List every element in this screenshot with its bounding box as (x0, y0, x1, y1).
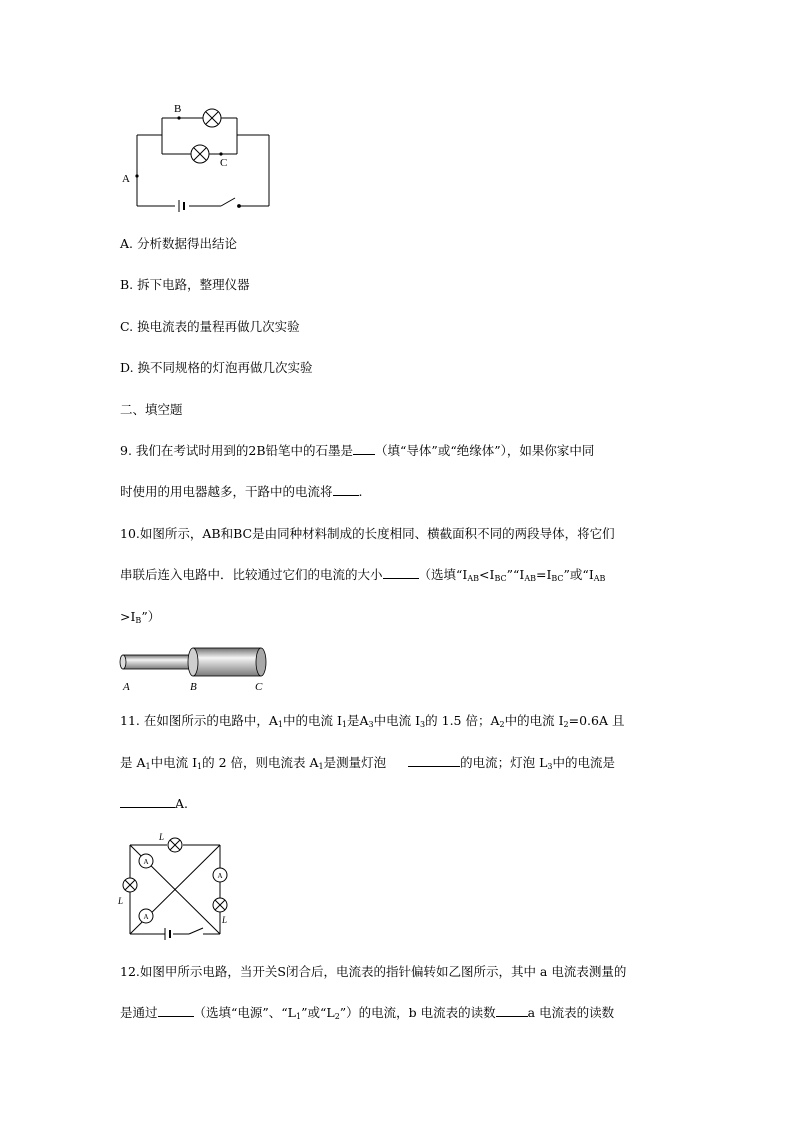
conductor-diagram (118, 645, 273, 695)
conductor-label-b: B (190, 681, 197, 693)
option-a: A. 分析数据得出结论 (120, 236, 237, 251)
q10-text-1: 串联后连入电路中．比较通过它们的电流的大小 (120, 567, 383, 582)
q9-text-1: 9. 我们在考试时用到的2B铅笔中的石墨是 (120, 443, 354, 458)
q9-line2 (120, 484, 363, 500)
parallel-circuit-diagram (117, 98, 277, 216)
point-c-label: C (220, 157, 228, 169)
q12-line2: 是通过 （选填“电源”、“$L_1$”或“$L_2$”）的电流，b 电流表的读数 a 电流表的读数 (120, 1005, 615, 1021)
point-b-label: B (174, 103, 182, 115)
conductor-label-c: C (255, 681, 263, 693)
q9-blank-2[interactable] (333, 484, 359, 496)
q12-blank-1[interactable] (158, 1005, 194, 1017)
section-title: 二、填空题 (120, 402, 183, 417)
lamp-l3-label: L (222, 915, 228, 925)
conductor-label-a: A (123, 681, 130, 693)
point-a-label: A (122, 173, 130, 185)
q11-line1: 11. 在如图所示的电路中，$A_1$中的电流 $I_1$是$A_3$中电流 $I_3$的 1.5 倍；$A_2$中的电流 $I_2=0.6A$ 且 (120, 713, 625, 729)
option-d: D. 换不同规格的灯泡再做几次实验 (120, 360, 313, 375)
q9-text-4: . (358, 484, 363, 499)
q9-text-3: 时使用的用电器越多，干路中的电流将 (120, 484, 333, 499)
q9-line1 (120, 443, 594, 459)
lamp-l1-label: L (118, 896, 124, 906)
q11-blank-2[interactable] (120, 796, 175, 808)
q10-line1: 10.如图所示，AB和BC是由同种材料制成的长度相同、横截面积不同的两段导体，将它们 (120, 526, 615, 541)
q10-text-2: （选填“I (418, 567, 468, 582)
ammeter-circuit-diagram (115, 830, 240, 945)
option-c: C. 换电流表的量程再做几次实验 (120, 319, 300, 334)
q10-line2: 串联后连入电路中．比较通过它们的电流的大小 （选填“$I_{AB}<I_{BC}”“I_{AB}=I_{BC}$”或“$I_{AB}$ (120, 567, 606, 583)
q9-text-2: （填“导体”或“绝缘体”），如果你家中同 (375, 443, 595, 458)
q12-line1: 12.如图甲所示电路，当开关S闭合后，电流表的指针偏转如乙图所示，其中 a 电流表测量的 (120, 964, 627, 979)
svg-text:A: A (217, 872, 223, 880)
svg-text:A: A (143, 858, 149, 866)
q12-blank-2[interactable] (496, 1005, 528, 1017)
lamp-l2-label: L (159, 832, 165, 842)
q11-line2: 是 $A_1$中电流 $I_1$的 2 倍，则电流表 $A_1$是测量灯泡 的电流；灯泡 $L_3$中的电流是 (120, 755, 616, 771)
svg-text:A: A (143, 913, 149, 921)
q11-blank-1[interactable] (408, 755, 460, 767)
option-b: B. 拆下电路，整理仪器 (120, 277, 250, 292)
q10-blank[interactable] (383, 567, 419, 579)
q11-line3: A. (120, 796, 188, 812)
q9-blank-1[interactable] (353, 443, 375, 455)
q10-line3: $>I_B$”） (120, 609, 161, 625)
